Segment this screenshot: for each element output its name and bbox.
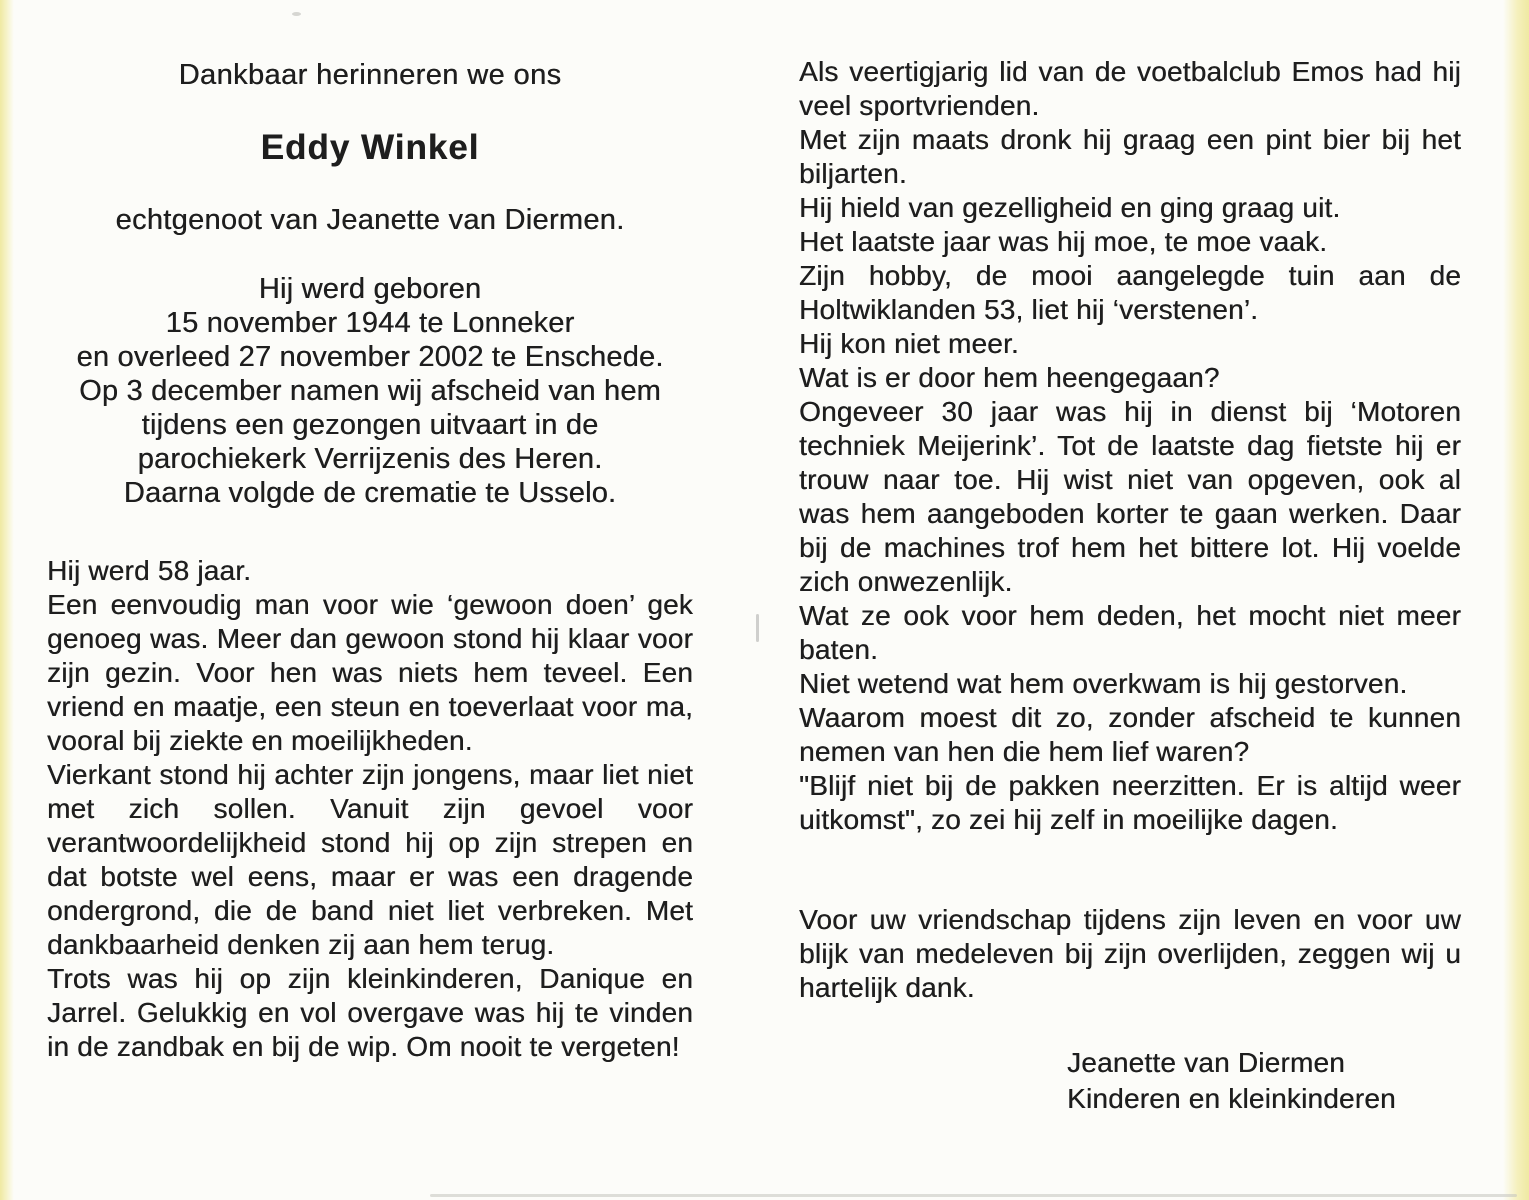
life-dates-line: Hij werd geboren [258, 273, 482, 305]
memorial-paragraph: Hij hield van gezelligheid en ging graag uit. [799, 192, 1341, 223]
biography-paragraph: Een eenvoudig man voor wie ‘gewoon doen’ gek genoeg was. Meer dan gewoon stond hij klaar voor zijn gezin. Voor hen was niets hem teveel. Een vriend en maatje, een steun en toeverlaat voor ma, vooral bij ziekte en moeilijkheden. [47, 589, 693, 756]
memorial-paragraph: Het laatste jaar was hij moe, te moe vaak. [799, 226, 1328, 257]
memorial-paragraph: Ongeveer 30 jaar was hij in dienst bij ‘Motoren techniek Meijerink’. Tot de laatste dag fietste hij er trouw naar toe. Hij wist niet van opgeven, ook al was hem aangeboden korter te gaan werken. Daar bij de machines trof hem het bittere lot. Hij voelde zich onwezenlijk. [799, 396, 1461, 597]
biography-paragraph: Hij werd 58 jaar. [47, 555, 252, 586]
scan-bottom-line [430, 1194, 1517, 1197]
life-dates-line: Op 3 december namen wij afscheid van hem [79, 375, 661, 407]
memorial-paragraph: Met zijn maats dronk hij graag een pint bier bij het biljarten. [799, 124, 1461, 189]
memorial-paragraph: Hij kon niet meer. [799, 328, 1019, 359]
scan-speck [292, 12, 301, 16]
scan-edge-left [0, 0, 14, 1200]
life-dates-line: Daarna volgde de crematie te Usselo. [123, 477, 617, 509]
biography-block [47, 554, 693, 1064]
memorial-paragraph: Waarom moest dit zo, zonder afscheid te kunnen nemen van hen die hem lief waren? [799, 702, 1461, 767]
life-dates-block [47, 272, 693, 510]
life-dates-line: parochiekerk Verrijzenis des Heren. [137, 443, 603, 475]
memorial-paragraph: Niet wetend wat hem overkwam is hij gestorven. [799, 668, 1408, 699]
signature-block [1067, 1045, 1461, 1117]
intro-line: Dankbaar herinneren we ons [178, 59, 562, 91]
life-dates-line: 15 november 1944 te Lonneker [165, 307, 575, 339]
signature-line: Jeanette van Diermen [1067, 1047, 1345, 1078]
memorial-paragraph: Wat ze ook voor hem deden, het mocht niet meer baten. [799, 600, 1461, 665]
memorial-paragraph: "Blijf niet bij de pakken neerzitten. Er is altijd weer uitkomst", zo zei hij zelf in moeilijke dagen. [799, 770, 1461, 835]
memorial-paragraph: Zijn hobby, de mooi aangelegde tuin aan de Holtwiklanden 53, liet hij ‘verstenen’. [799, 260, 1461, 325]
life-dates-line: en overleed 27 november 2002 te Enschede. [76, 341, 664, 373]
memorial-paragraph: Wat is er door hem heengegaan? [799, 362, 1220, 393]
memorial-text-block [799, 55, 1461, 837]
life-dates-line: tijdens een gezongen uitvaart in de [141, 409, 599, 441]
scan-fold-mark [756, 614, 759, 642]
deceased-name: Eddy Winkel [260, 128, 480, 167]
biography-paragraph: Vierkant stond hij achter zijn jongens, maar liet niet met zich sollen. Vanuit zijn gevoel voor verantwoordelijkheid stond hij op zijn strepen en dat botste wel eens, maar er was een dragende ondergrond, die de band niet liet verbreken. Met dankbaarheid denken zij aan hem terug. [47, 759, 693, 960]
spouse-line: echtgenoot van Jeanette van Diermen. [115, 204, 625, 236]
right-column [799, 55, 1461, 1117]
memorial-paragraph: Als veertigjarig lid van de voetbalclub Emos had hij veel sportvrienden. [799, 56, 1461, 121]
scan-edge-right [1503, 0, 1529, 1200]
signature-line: Kinderen en kleinkinderen [1067, 1083, 1396, 1114]
biography-paragraph: Trots was hij op zijn kleinkinderen, Danique en Jarrel. Gelukkig en vol overgave was hij te vinden in de zandbak en bij de wip. Om nooit te vergeten! [47, 963, 693, 1062]
thanks-paragraph: Voor uw vriendschap tijdens zijn leven en voor uw blijk van medeleven bij zijn overlijden, zeggen wij u hartelijk dank. [799, 904, 1461, 1003]
left-column [47, 58, 693, 1064]
